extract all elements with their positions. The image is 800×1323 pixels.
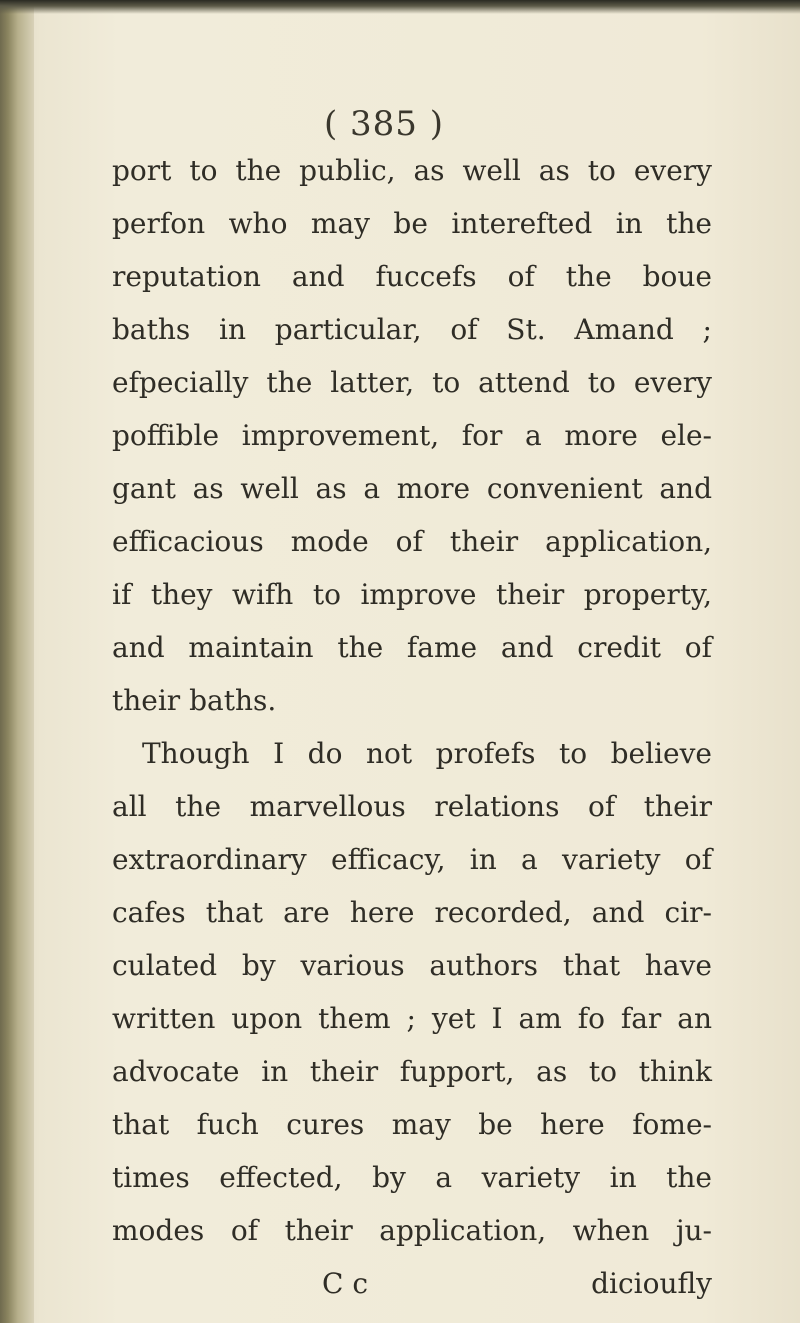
- text-line: efficacious mode of their application,: [112, 525, 712, 558]
- text-line: if they wifh to improve their property,: [112, 578, 712, 611]
- text-line: modes of their application, when ju-: [112, 1214, 712, 1247]
- text-line: port to the public, as well as to every: [112, 154, 712, 187]
- text-line: baths in particular, of St. Amand ;: [112, 313, 712, 346]
- text-line: gant as well as a more convenient and: [112, 472, 712, 505]
- text-line: cafes that are here recorded, and cir-: [112, 896, 712, 929]
- body-text: [112, 144, 712, 1310]
- text-line: times effected, by a variety in the: [112, 1161, 712, 1194]
- text-line: and maintain the fame and credit of: [112, 631, 712, 664]
- text-line: all the marvellous relations of their: [112, 790, 712, 823]
- text-line: perfon who may be interefted in the: [112, 207, 712, 240]
- page-top-shadow: [0, 0, 800, 14]
- text-line: their baths.: [112, 684, 277, 717]
- text-line: advocate in their fupport, as to think: [112, 1055, 712, 1088]
- text-line: efpecially the latter, to attend to every: [112, 366, 712, 399]
- catchword-line: [112, 1257, 712, 1310]
- page-number: ( 385 ): [323, 104, 445, 144]
- text-line: Though I do not profefs to believe: [142, 737, 712, 770]
- text-line: that fuch cures may be here fome-: [112, 1108, 712, 1141]
- text-line: written upon them ; yet I am fo far an: [112, 1002, 712, 1035]
- text-line: poffible improvement, for a more ele-: [112, 419, 712, 452]
- text-line: extraordinary efficacy, in a variety of: [112, 843, 712, 876]
- page-binding-edge: [0, 0, 34, 1323]
- catchword: dicioufly: [591, 1267, 712, 1300]
- text-line: culated by various authors that have: [112, 949, 712, 982]
- signature-mark: C c: [322, 1267, 369, 1300]
- text-line: reputation and fuccefs of the boue: [112, 260, 712, 293]
